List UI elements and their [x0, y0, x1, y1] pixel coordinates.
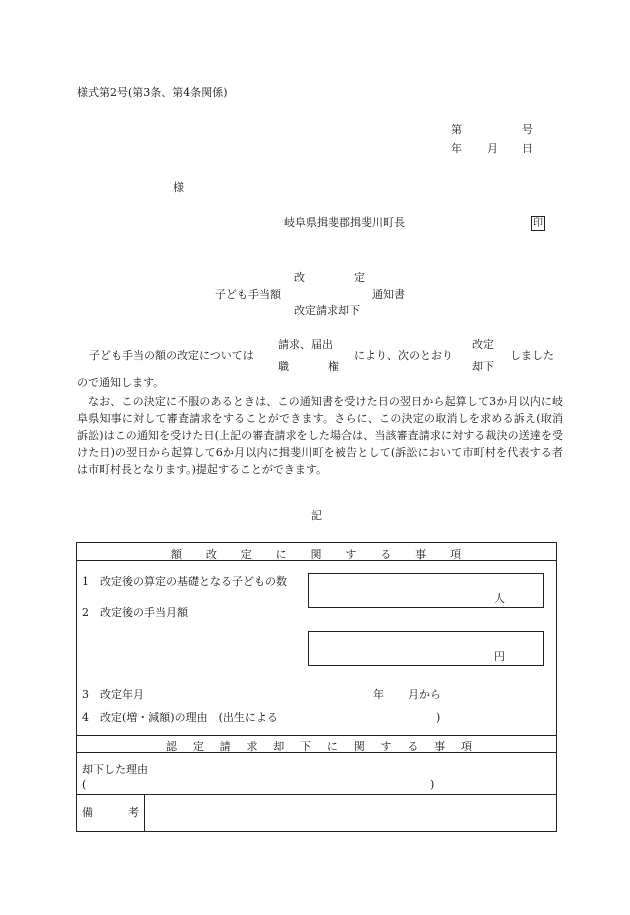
monthly-amount-field[interactable]: [308, 631, 544, 666]
body-line1-start: 子ども手当の額の改定については: [89, 349, 254, 362]
section2-header: 認 定 請 求 却 下 に 関 す る 事 項: [166, 740, 472, 753]
child-count-unit: 人: [494, 592, 505, 605]
rejection-reason-close-paren: ): [430, 778, 435, 791]
item4-close-paren: ): [436, 711, 441, 724]
body-option-shoku: 職: [278, 360, 289, 373]
section1-header: 額 改 定 に 関 す る 事 項: [171, 548, 461, 561]
body-option-kaitei: 改定: [472, 338, 494, 351]
body-option-request: 請求、届出: [278, 338, 333, 351]
body-line1-mid: により、次のとおり: [354, 349, 453, 362]
item3-year: 年: [373, 688, 384, 701]
item2-label: 2 改定後の手当月額: [82, 606, 188, 619]
body-line1-end: しました: [510, 349, 554, 362]
title-main-left: 子ども手当額: [215, 288, 281, 301]
divider: [77, 560, 556, 561]
addressee-suffix: 様: [173, 181, 184, 194]
rejection-reason-open-paren: (: [82, 778, 87, 791]
ki-heading: 記: [311, 509, 322, 522]
body-line2: ので通知します。: [77, 376, 165, 389]
seal-mark: 印: [533, 218, 543, 229]
remarks-label-right: 考: [128, 806, 139, 819]
title-option-rejection: 改定請求却下: [294, 304, 360, 317]
title-option-kai: 改: [294, 271, 305, 284]
item4-label: 4 改定(増・減額)の理由 (出生による: [82, 711, 278, 724]
date-day: 日: [522, 142, 533, 155]
item1-label: 1 改定後の算定の基礎となる子どもの数: [82, 575, 287, 588]
remarks-field[interactable]: [145, 795, 556, 831]
document-number-suffix: 号: [522, 123, 533, 136]
divider: [77, 735, 556, 736]
date-month: 月: [487, 142, 498, 155]
item3-month-from: 月から: [408, 688, 441, 701]
rejection-reason-label: 却下した理由: [82, 763, 148, 776]
details-table: [76, 542, 557, 832]
divider: [77, 752, 556, 753]
form-number-label: 様式第2号(第3条、第4条関係): [77, 86, 228, 99]
issuer-name: 岐阜県揖斐郡揖斐川町長: [284, 216, 405, 229]
monthly-amount-unit: 円: [494, 650, 505, 663]
body-option-ken: 権: [328, 360, 339, 373]
appeal-paragraph: なお、この決定に不服のあるときは、この通知書を受けた日の翌日から起算して3か月以内に岐阜県知事に対して審査請求をすることができます。さらに、この決定の取消しを求める訴え(取消訴訟)はこの通知を受けた日(上記の審査請求をした場合は、当該審査請求に対する裁決の送達を受けた日)の翌日から起算して6か月以内に揖斐川町を被告として(訴訟において市町村を代表する者は市町村長となります。)提起することができます。: [77, 395, 563, 476]
title-main-right: 通知書: [372, 288, 405, 301]
title-option-tei: 定: [354, 271, 365, 284]
document-number-prefix: 第: [451, 123, 462, 136]
item3-label: 3 改定年月: [82, 688, 144, 701]
date-year: 年: [451, 142, 462, 155]
child-count-field[interactable]: [308, 573, 544, 608]
body-option-kyakka: 却下: [472, 360, 494, 373]
remarks-label-left: 備: [82, 806, 93, 819]
